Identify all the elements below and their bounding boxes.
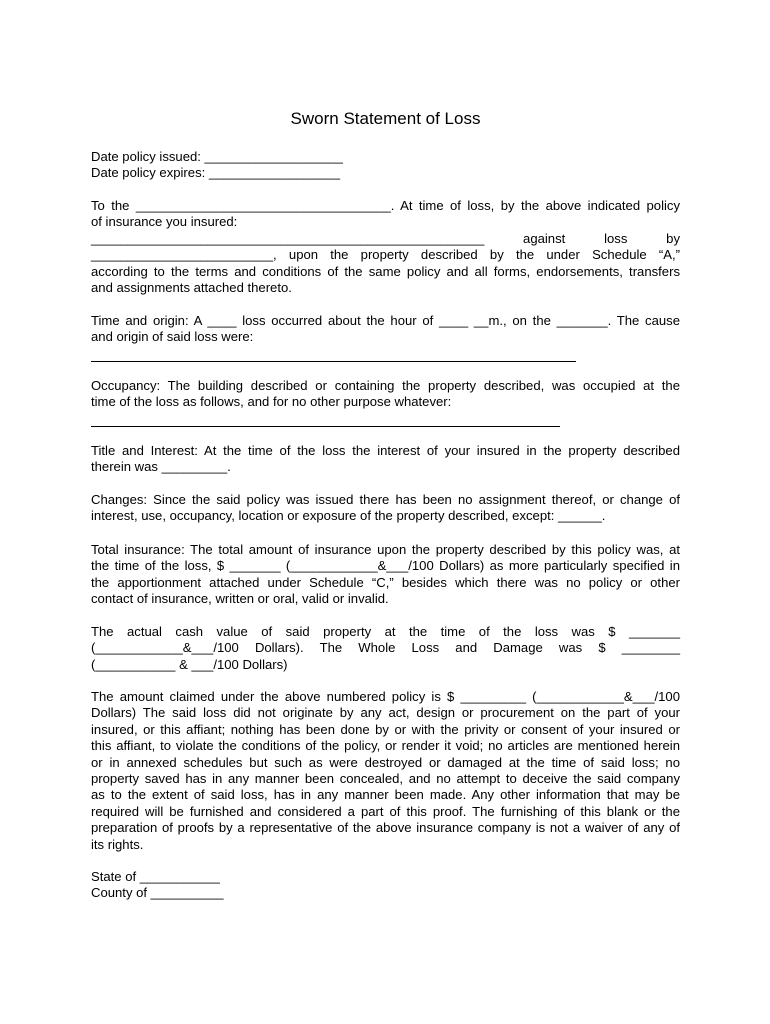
date-policy-expires: Date policy expires: __________________ — [91, 165, 340, 181]
total-insurance-line-2: the time of the loss, $ _______ (____________&___/100 Dollars) as more particularly specified in — [91, 558, 680, 574]
title-interest-section — [91, 443, 680, 476]
to-the-line-6: and assignments attached thereto. — [91, 280, 292, 296]
occupancy-line-1: Occupancy: The building described or containing the property described, was occupied at the — [91, 378, 680, 393]
actual-cash-section — [91, 624, 680, 673]
state-of-field: State of ___________ — [91, 869, 220, 884]
total-insurance-line-4: contact of insurance, written or oral, valid or invalid. — [91, 591, 389, 607]
to-the-line-5: according to the terms and conditions of the same policy and all forms, endorsements, transfers — [91, 263, 680, 279]
changes-section — [91, 492, 680, 525]
total-insurance-line-3: the apportionment attached under Schedule “C,” besides which there was no policy or other — [91, 574, 680, 590]
to-the-line-2: of insurance you insured: — [91, 214, 238, 230]
county-of-field: County of __________ — [91, 885, 224, 901]
occupancy-blank-line — [91, 426, 560, 427]
occupancy-section — [91, 378, 680, 411]
total-insurance-line-1: Total insurance: The total amount of insurance upon the property described by this policy was, at — [91, 542, 680, 557]
amount-claimed-line: required will be furnished and considered a part of this proof. The furnishing of this blank or the — [91, 803, 680, 819]
venue-section — [91, 869, 680, 902]
to-the-line-3: ______________________________________________________ against loss by — [91, 230, 680, 246]
amount-claimed-line: or in annexed schedules but such as were destroyed or damaged at the time of said loss; no — [91, 754, 680, 770]
amount-claimed-line: The amount claimed under the above numbered policy is $ _________ (____________&___/100 — [91, 689, 680, 704]
document-title: Sworn Statement of Loss — [290, 109, 481, 128]
changes-line-1: Changes: Since the said policy was issued there has been no assignment thereof, or change of — [91, 492, 680, 507]
amount-claimed-line: property saved has in any manner been concealed, and no attempt to deceive the said company — [91, 771, 680, 787]
amount-claimed-line: as to the extent of said loss, has in any manner been made. Any other information that may be — [91, 787, 680, 803]
amount-claimed-line: Dollars) The said loss did not originate by any act, design or procurement on the part of your — [91, 705, 680, 721]
amount-claimed-section — [91, 689, 680, 853]
amount-claimed-line: preparation of proofs by a representative of the above insurance company is not a waiver of any of — [91, 820, 680, 836]
to-the-line-1: To the ___________________________________. At time of loss, by the above indicated policy — [91, 198, 680, 213]
occupancy-line-2: time of the loss as follows, and for no other purpose whatever: — [91, 394, 452, 410]
amount-claimed-line: insured, or this affiant; nothing has been done by or with the privity or consent of your insured or — [91, 721, 680, 737]
policy-dates-section — [91, 149, 680, 182]
amount-claimed-line: its rights. — [91, 836, 144, 852]
time-origin-section — [91, 313, 680, 346]
time-origin-line-2: and origin of said loss were: — [91, 329, 254, 345]
time-origin-blank-line — [91, 361, 576, 362]
actual-cash-line-2: (____________&___/100 Dollars). The Whole Loss and Damage was $ ________ — [91, 640, 680, 656]
total-insurance-section — [91, 542, 680, 608]
actual-cash-line-3: (___________ & ___/100 Dollars) — [91, 656, 288, 672]
date-policy-issued: Date policy issued: ___________________ — [91, 149, 343, 164]
amount-claimed-line: this affiant, to violate the conditions of the policy, or render it void; no articles are mentioned herein — [91, 738, 680, 754]
changes-line-2: interest, use, occupancy, location or exposure of the property described, except: ______. — [91, 508, 606, 524]
to-the-section — [91, 198, 680, 296]
actual-cash-line-1: The actual cash value of said property at the time of the loss was $ _______ — [91, 624, 680, 639]
to-the-line-4: _________________________, upon the property described by the under Schedule “A,” — [91, 247, 680, 263]
title-interest-line-2: therein was _________. — [91, 459, 231, 475]
title-interest-line-1: Title and Interest: At the time of the loss the interest of your insured in the property described — [91, 443, 680, 458]
time-origin-line-1: Time and origin: A ____ loss occurred about the hour of ____ __m., on the _______. The cause — [91, 313, 680, 328]
